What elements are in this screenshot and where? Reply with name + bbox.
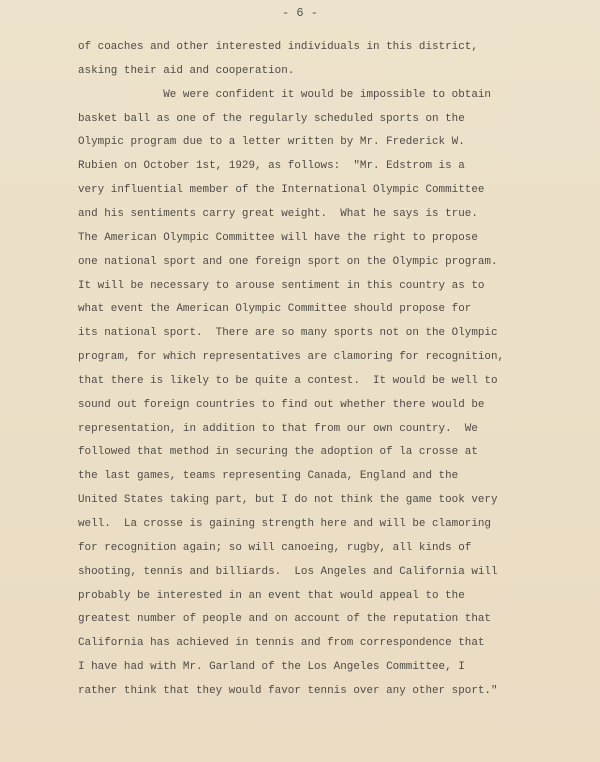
- text-line: its national sport. There are so many sports not on the Olympic: [78, 327, 498, 340]
- text-line: We were confident it would be impossible to obtain: [78, 88, 491, 101]
- text-line: The American Olympic Committee will have the right to propose: [78, 231, 478, 244]
- text-line: one national sport and one foreign sport on the Olympic program.: [78, 255, 498, 268]
- text-line: program, for which representatives are clamoring for recognition,: [78, 351, 505, 364]
- text-line: and his sentiments carry great weight. What he says is true.: [78, 207, 478, 220]
- text-line: followed that method in securing the adoption of la crosse at: [78, 446, 478, 459]
- text-line: representation, in addition to that from our own country. We: [78, 422, 478, 435]
- text-line: for recognition again; so will canoeing, rugby, all kinds of: [78, 541, 472, 554]
- text-line: Rubien on October 1st, 1929, as follows: "Mr. Edstrom is a: [78, 160, 465, 173]
- text-line: that there is likely to be quite a contest. It would be well to: [78, 374, 498, 387]
- text-line: California has achieved in tennis and from correspondence that: [78, 637, 485, 650]
- text-line: the last games, teams representing Canada, England and the: [78, 470, 459, 483]
- text-line: shooting, tennis and billiards. Los Angeles and California will: [78, 565, 498, 578]
- text-line: It will be necessary to arouse sentiment in this country as to: [78, 279, 485, 292]
- text-line: United States taking part, but I do not think the game took very: [78, 494, 498, 507]
- text-line: well. La crosse is gaining strength here and will be clamoring: [78, 518, 491, 530]
- text-line: Olympic program due to a letter written by Mr. Frederick W.: [78, 136, 465, 149]
- text-line: what event the American Olympic Committee should propose for: [78, 303, 472, 316]
- text-line: greatest number of people and on account of the reputation that: [78, 613, 491, 626]
- page-number: - 6 -: [281, 6, 318, 20]
- text-line: very influential member of the International Olympic Committee: [78, 184, 485, 197]
- text-line: probably be interested in an event that would appeal to the: [78, 589, 465, 602]
- text-line: basket ball as one of the regularly scheduled sports on the: [78, 112, 465, 125]
- text-line: asking their aid and cooperation.: [78, 64, 295, 77]
- text-line: sound out foreign countries to find out whether there would be: [78, 398, 485, 411]
- text-line: of coaches and other interested individuals in this district,: [78, 41, 478, 53]
- text-line: I have had with Mr. Garland of the Los Angeles Committee, I: [78, 661, 465, 674]
- text-line: rather think that they would favor tennis over any other sport.": [78, 684, 498, 697]
